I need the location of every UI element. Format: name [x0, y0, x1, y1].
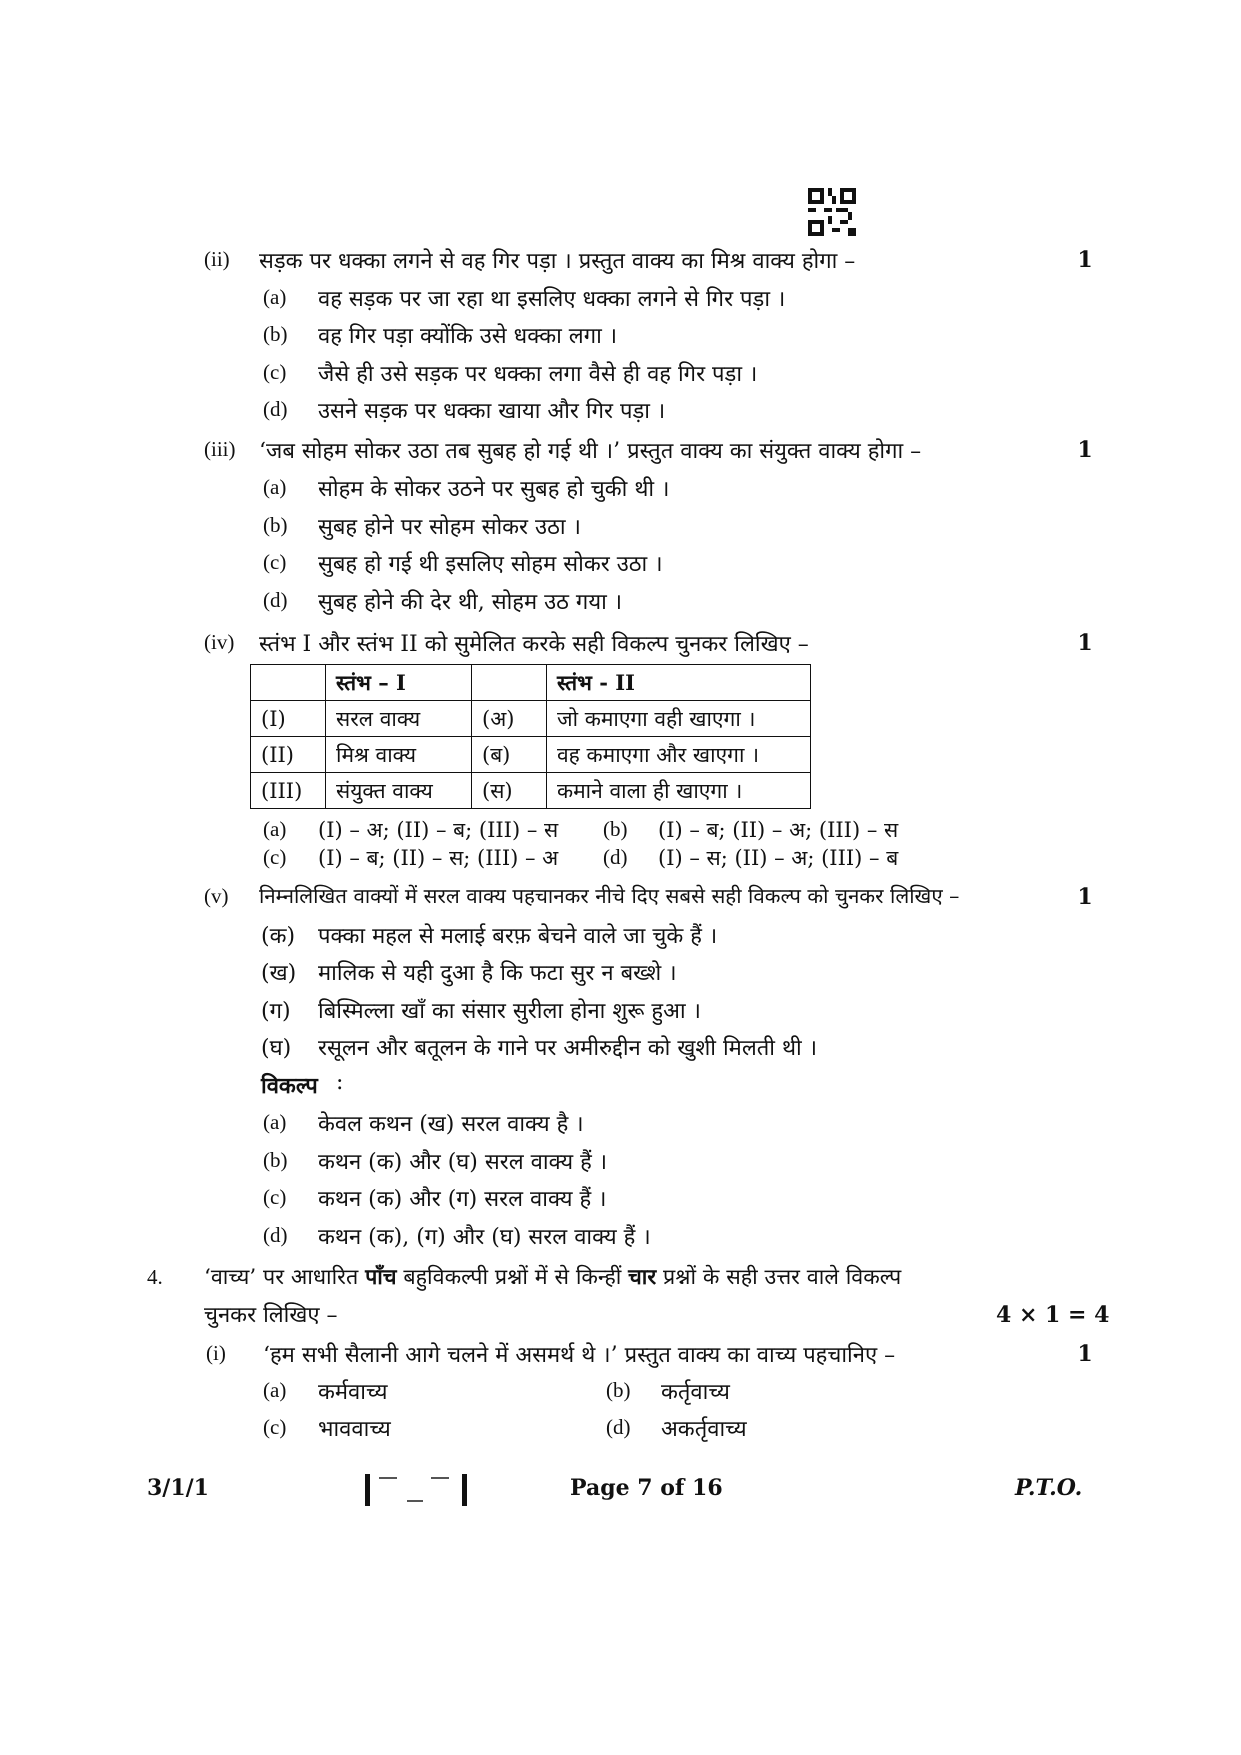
- option-label: (a): [263, 475, 287, 499]
- option-text: अकर्तृवाच्य: [661, 1417, 747, 1442]
- question-text: [204, 1262, 901, 1291]
- table-cell: (स): [472, 773, 547, 809]
- question-marks: 1: [1077, 437, 1093, 463]
- table-cell: (ब): [472, 737, 547, 773]
- option-label: (d): [263, 1223, 288, 1247]
- statement-label: (ग): [261, 999, 291, 1024]
- option-label: (a): [263, 817, 287, 841]
- table-cell: [251, 665, 326, 701]
- question-marks: 1: [1077, 1341, 1093, 1367]
- table-header-col1: स्तंभ – I: [326, 665, 472, 701]
- table-row: [251, 737, 811, 773]
- question-number: (iv): [204, 630, 235, 654]
- table-cell: [472, 665, 547, 701]
- question-marks: 1: [1077, 884, 1093, 910]
- option-text: सुबह होने की देर थी, सोहम उठ गया ।: [318, 590, 623, 615]
- pto-label: P.T.O.: [1015, 1475, 1083, 1501]
- option-text: सुबह हो गई थी इसलिए सोहम सोकर उठा ।: [318, 552, 663, 577]
- option-label: (a): [263, 285, 287, 309]
- option-text: कर्मवाच्य: [318, 1380, 388, 1405]
- question-text-part: ‘वाच्य’ पर आधारित: [204, 1265, 366, 1290]
- paper-code: 3/1/1: [147, 1475, 209, 1501]
- question-text-bold: पाँच: [365, 1265, 397, 1290]
- page-number: Page 7 of 16: [570, 1475, 723, 1501]
- table-cell: वह कमाएगा और खाएगा ।: [547, 737, 811, 773]
- statement-label: (घ): [261, 1036, 292, 1061]
- statement-text: बिस्मिल्ला खाँ का संसार सुरीला होना शुरू हुआ ।: [318, 999, 701, 1024]
- table-cell: संयुक्त वाक्य: [326, 773, 472, 809]
- option-label: (b): [603, 817, 628, 841]
- option-text: जैसे ही उसे सड़क पर धक्का लगा वैसे ही वह गिर पड़ा ।: [318, 362, 758, 387]
- table-cell: जो कमाएगा वही खाएगा ।: [547, 701, 811, 737]
- option-label: (d): [603, 845, 628, 869]
- statement-label: (ख): [261, 961, 297, 986]
- question-number: (v): [204, 884, 229, 908]
- option-text: कथन (क) और (ग) सरल वाक्य हैं ।: [318, 1187, 607, 1212]
- question-number: (ii): [204, 247, 230, 271]
- table-cell: कमाने वाला ही खाएगा ।: [547, 773, 811, 809]
- option-label: (d): [606, 1415, 631, 1439]
- option-text: कथन (क), (ग) और (घ) सरल वाक्य हैं ।: [318, 1225, 651, 1250]
- question-marks: 1: [1077, 247, 1093, 273]
- option-text: सुबह होने पर सोहम सोकर उठा ।: [318, 515, 581, 540]
- option-text: वह सड़क पर जा रहा था इसलिए धक्का लगने से गिर पड़ा ।: [318, 287, 786, 312]
- table-header-row: [251, 665, 811, 701]
- question-text: ‘हम सभी सैलानी आगे चलने में असमर्थ थे ।’ प्रस्तुत वाक्य का वाच्य पहचानिए –: [263, 1343, 896, 1368]
- option-label: (c): [263, 1415, 287, 1439]
- option-label: (c): [263, 550, 287, 574]
- option-text: (I) – अ; (II) – ब; (III) – स: [318, 818, 559, 842]
- table-row: [251, 701, 811, 737]
- option-label: (c): [263, 360, 287, 384]
- vikalp-colon: :: [336, 1070, 344, 1095]
- option-text: (I) – ब; (II) – अ; (III) – स: [658, 818, 899, 842]
- option-text: सोहम के सोकर उठने पर सुबह हो चुकी थी ।: [318, 477, 670, 502]
- statement-text: रसूलन और बतूलन के गाने पर अमीरुद्दीन को खुशी मिलती थी ।: [318, 1036, 818, 1061]
- qr-code-icon: [808, 188, 856, 236]
- table-cell: सरल वाक्य: [326, 701, 472, 737]
- question-number: (iii): [204, 437, 236, 461]
- option-label: (d): [263, 588, 288, 612]
- option-text: भाववाच्य: [318, 1417, 391, 1442]
- question-number: 4.: [147, 1265, 163, 1289]
- question-text-part: प्रश्नों के सही उत्तर वाले विकल्प: [656, 1265, 902, 1290]
- table-cell: (अ): [472, 701, 547, 737]
- option-text: (I) – ब; (II) – स; (III) – अ: [318, 846, 559, 870]
- question-text-bold: चार: [628, 1265, 657, 1290]
- option-label: (b): [263, 1148, 288, 1172]
- barcode-icon: [365, 1474, 467, 1506]
- question-text-part: बहुविकल्पी प्रश्नों में से किन्हीं: [396, 1265, 629, 1290]
- table-cell: (II): [251, 737, 326, 773]
- question-marks: 4 × 1 = 4: [996, 1302, 1110, 1328]
- option-label: (a): [263, 1110, 287, 1134]
- question-text-line2: चुनकर लिखिए –: [204, 1303, 338, 1328]
- option-text: कर्तृवाच्य: [661, 1380, 730, 1405]
- question-marks: 1: [1077, 630, 1093, 656]
- option-label: (b): [606, 1378, 631, 1402]
- option-label: (b): [263, 322, 288, 346]
- match-table: [250, 664, 811, 809]
- option-label: (d): [263, 397, 288, 421]
- option-label: (b): [263, 513, 288, 537]
- vikalp-heading: विकल्प: [261, 1073, 318, 1099]
- table-row: [251, 773, 811, 809]
- option-text: उसने सड़क पर धक्का खाया और गिर पड़ा ।: [318, 399, 666, 424]
- question-text: ‘जब सोहम सोकर उठा तब सुबह हो गई थी ।’ प्रस्तुत वाक्य का संयुक्त वाक्य होगा –: [259, 439, 922, 464]
- table-cell: (I): [251, 701, 326, 737]
- question-number: (i): [206, 1341, 226, 1365]
- question-text: सड़क पर धक्का लगने से वह गिर पड़ा । प्रस्तुत वाक्य का मिश्र वाक्य होगा –: [259, 249, 856, 274]
- option-label: (c): [263, 1185, 287, 1209]
- table-header-col2: स्तंभ - II: [547, 665, 811, 701]
- statement-text: मालिक से यही दुआ है कि फटा सुर न बख्शे ।: [318, 961, 677, 986]
- statement-label: (क): [261, 924, 296, 949]
- question-text: स्तंभ I और स्तंभ II को सुमेलित करके सही विकल्प चुनकर लिखिए –: [259, 632, 809, 657]
- option-text: केवल कथन (ख) सरल वाक्य है ।: [318, 1112, 584, 1137]
- table-cell: मिश्र वाक्य: [326, 737, 472, 773]
- option-text: वह गिर पड़ा क्योंकि उसे धक्का लगा ।: [318, 324, 618, 349]
- option-label: (a): [263, 1378, 287, 1402]
- option-text: कथन (क) और (घ) सरल वाक्य हैं ।: [318, 1150, 608, 1175]
- statement-text: पक्का महल से मलाई बरफ़ बेचने वाले जा चुके हैं ।: [318, 924, 718, 949]
- option-label: (c): [263, 845, 287, 869]
- table-cell: (III): [251, 773, 326, 809]
- option-text: (I) – स; (II) – अ; (III) – ब: [658, 846, 899, 870]
- question-text: निम्नलिखित वाक्यों में सरल वाक्य पहचानकर नीचे दिए सबसे सही विकल्प को चुनकर लिखिए –: [259, 884, 960, 908]
